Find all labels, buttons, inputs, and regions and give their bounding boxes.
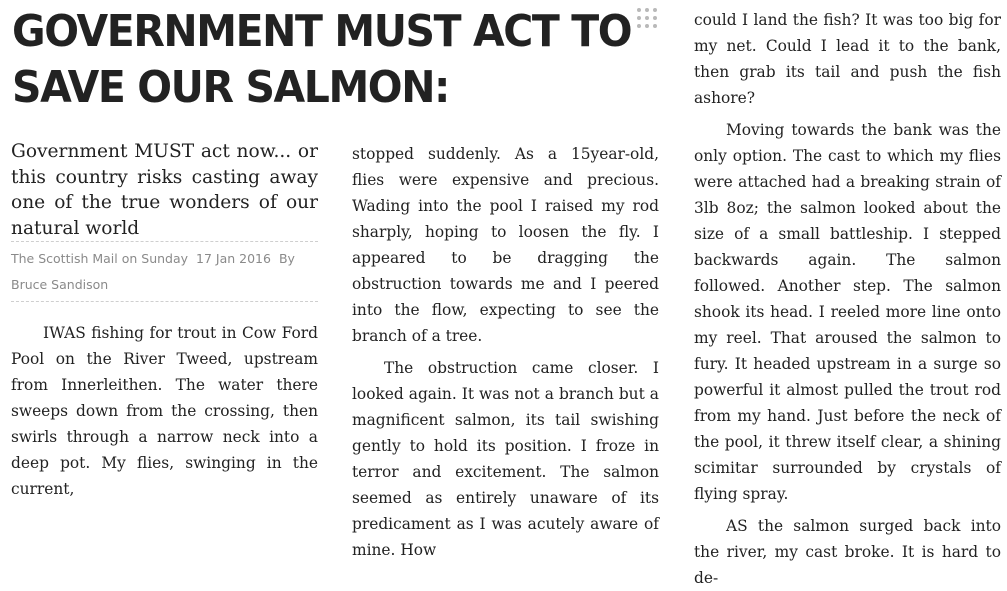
headline-line-2: SAVE OUR SALMON: (12, 62, 450, 113)
article-meta (11, 241, 318, 302)
body-paragraph: Moving towards the bank was the only option. The cast to which my flies were attached had a breaking strain of 3lb 8oz; the salmon looked about the size of a small battleship. I stepped backwards again. The salmon followed. Another step. The salmon shook its head. I reeled more line onto my reel. That aroused the salmon to fury. It headed upstream in a surge so powerful it almost pulled the trout rod from my hand. Just before the neck of the pool, it threw itself clear, a shining scimitar surrounded by crystals of flying spray. (694, 121, 1001, 503)
article-column-2 (352, 141, 659, 563)
article-column-1 (11, 139, 318, 502)
body-paragraph: The obstruction came closer. I looked again. It was not a branch but a magnificent salmon, its tail swishing gently to hold its position. I froze in terror and excitement. The salmon seemed as entirely unaware of its predicament as I was acutely aware of mine. How (352, 359, 659, 559)
body-paragraph: could I land the fish? It was too big for my net. Could I lead it to the bank, then grab its tail and push the fish ashore? (694, 11, 1001, 107)
byline-label: By (278, 251, 295, 266)
publish-date: 17 Jan 2016 (196, 251, 271, 266)
drag-handle-icon[interactable] (637, 8, 659, 30)
author-name[interactable]: Bruce Sandison (11, 277, 109, 292)
standfirst: Government MUST act now... or this country risks casting away one of the true wonders of our natural world (11, 141, 318, 239)
headline (12, 4, 632, 116)
body-paragraph: stopped suddenly. As a 15year-old, flies were expensive and precious. Wading into the pool I raised my rod sharply, hoping to loosen the fly. I appeared to be dragging the obstruction towards me and I peered into the flow, expecting to see the branch of a tree. (352, 145, 659, 345)
article-column-3 (694, 7, 1001, 591)
body-paragraph: AS the salmon surged back into the river, my cast broke. It is hard to de- (694, 517, 1001, 587)
headline-line-1: GOVERNMENT MUST ACT TO (12, 6, 632, 57)
publication-name: The Scottish Mail on Sunday (11, 251, 189, 266)
body-paragraph: IWAS fishing for trout in Cow Ford Pool on the River Tweed, upstream from Innerleithen. The water there sweeps down from the crossing, then swirls through a narrow neck into a deep pot. My flies, swinging in the current, (11, 324, 318, 498)
